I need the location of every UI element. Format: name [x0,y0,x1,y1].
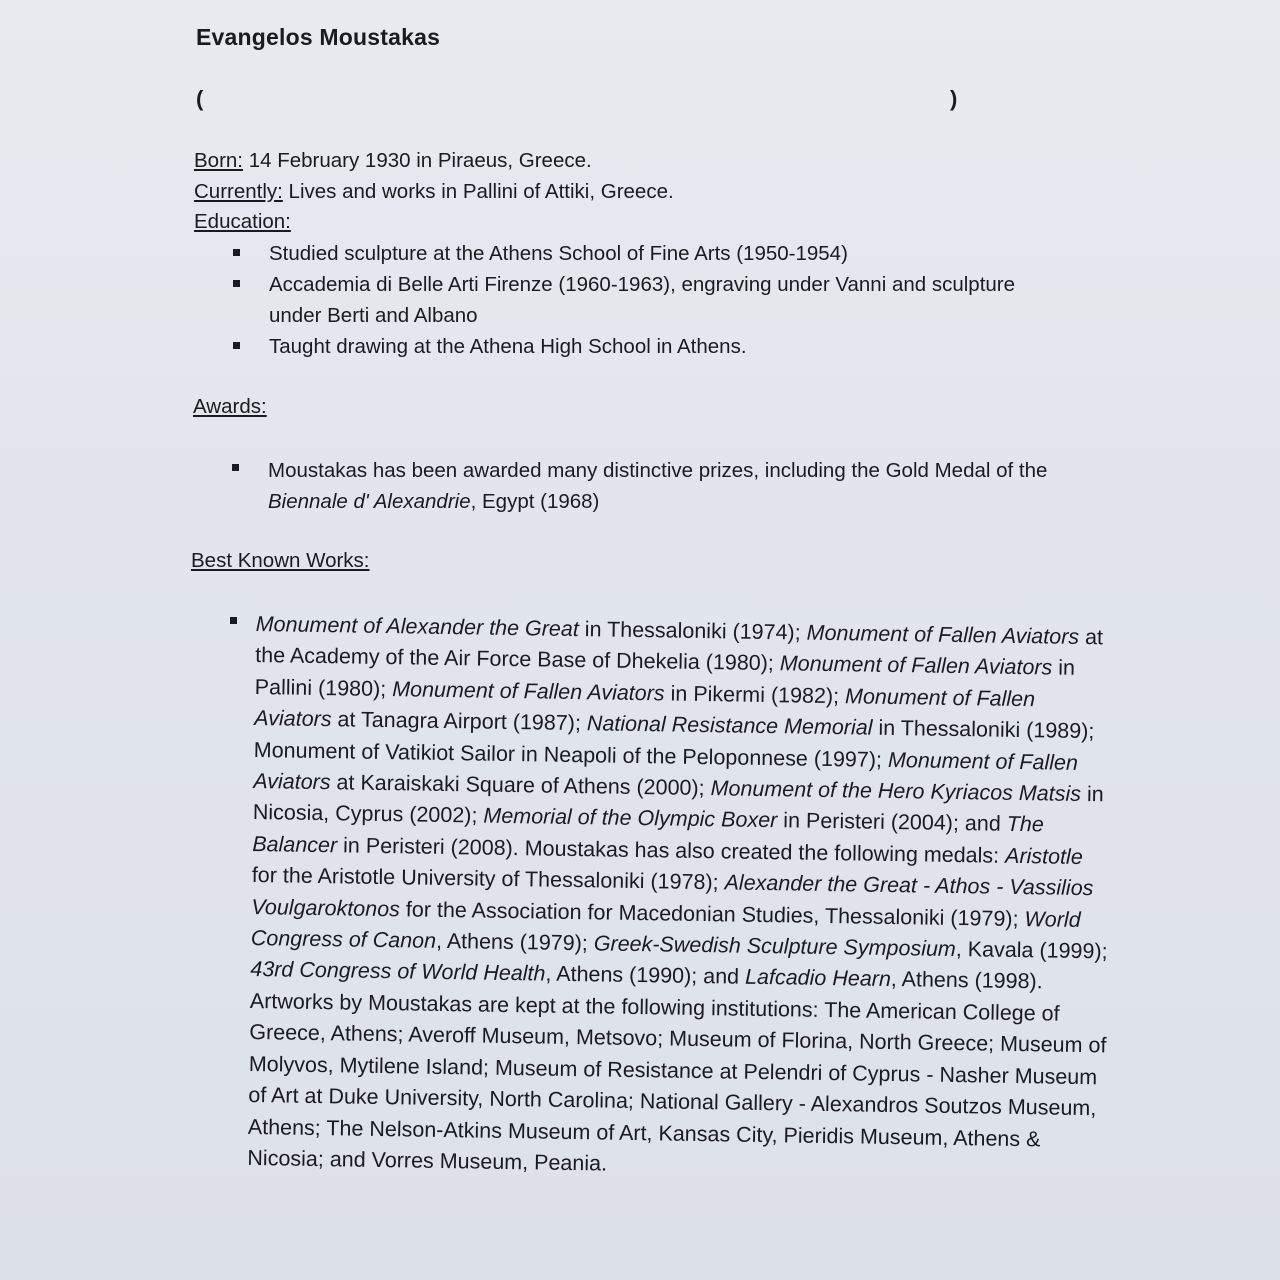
work-title: Monument of the Hero Kyriacos Matsis [710,776,1082,807]
works-text: at the Academy of the Air Force Base of Dhekelia (1980); [255,624,1104,676]
works-text: at Tanagra Airport (1987); [331,707,588,736]
work-title: National Resistance Memorial [586,711,873,740]
works-text: , Kavala (1999); [955,937,1108,964]
work-title: Greek-Swedish Sculpture Symposium [593,931,957,962]
currently-label: Currently: [194,180,283,203]
work-title: Memorial of the Olympic Boxer [483,804,778,833]
currently-text: Lives and works in Pallini of Attiki, Greece. [282,180,674,203]
best-known-works-paragraph [247,609,1116,1188]
works-text: in Peristeri (2008). Moustakas has also created the following medals: [336,833,1006,868]
open-parenthesis: ( [196,86,204,111]
bullet-icon [233,280,240,287]
works-text: for the Association for Macedonian Studies, Thessaloniki (1979); [399,896,1025,931]
bullet-icon [232,464,239,471]
education-item: Accademia di Belle Arti Firenze (1960-1963), engraving under Vanni and sculpture under Berti and Albano [269,273,1016,327]
born-text: 14 February 1930 in Piraeus, Greece. [243,149,592,172]
work-title: Monument of Fallen Aviators [806,620,1080,649]
work-title: Aristotle [1004,843,1083,869]
works-text: , Athens (1998). Artworks by Moustakas are kept at the following institutions: The American College of Greece, Athens; Averoff Museum, Metsovo; Museum of Florina, North Greece; Museum of Molyvos, Mytilene Island; Museum of Resistance at Pelendri of Cyprus - Nasher Museum of Art at Duke University, North Carolina; National Gallery - Alexandros Soutzos Museum, Athens; The Nelson-Atkins Museum of Art, Kansas City, Pieridis Museum, Athens & Nicosia; and Vorres Museum, Peania. [247,967,1107,1176]
works-text: in Pallini (1980); [254,655,1076,701]
education-item: Studied sculpture at the Athens School of Fine Arts (1950-1954) [269,242,848,265]
works-text: in Thessaloniki (1974); [578,617,807,645]
works-text: in Thessaloniki (1989); Monument of Vatikiot Sailor in Neapoli of the Peloponnese (1997); [253,715,1095,772]
works-text: , Athens (1990); and [545,962,746,990]
work-title: Monument of Fallen Aviators [253,747,1079,795]
bullet-icon [230,617,237,624]
work-title: Monument of Fallen Aviators [392,676,665,706]
awards-text-end: , Egypt (1968) [470,490,600,513]
bullet-icon [233,249,240,256]
work-title: Monument of Alexander the Great [255,611,579,642]
works-text: in Peristeri (2004); and [777,808,1007,837]
awards-label: Awards: [193,395,267,418]
awards-biennale: Biennale d' Alexandrie [268,490,471,513]
bullet-icon [233,342,240,349]
work-title: World Congress of Canon [250,906,1081,953]
close-parenthesis: ) [950,86,958,111]
education-item: Taught drawing at the Athena High School in Athens. [269,335,747,358]
work-title: Alexander the Great - Athos - Vassilios Voulgaroktonos [251,870,1094,921]
work-title: Lafcadio Hearn [744,965,892,992]
works-text: , Athens (1979); [435,928,594,956]
work-title: Monument of Fallen Aviators [779,651,1053,680]
works-text: at Karaiskaki Square of Athens (2000); [330,770,711,801]
work-title: 43rd Congress of World Health [250,957,546,987]
currently-line [194,182,674,203]
work-title: Monument of Fallen Aviators [254,684,1036,732]
work-title: The Balancer [252,812,1044,858]
works-text: in Nicosia, Cyprus (2002); [252,782,1104,829]
works-text: in Pikermi (1982); [664,681,846,709]
best-known-works-label: Best Known Works: [191,549,370,572]
born-label: Born: [194,149,243,172]
awards-text: Moustakas has been awarded many distinctive prizes, including the Gold Medal of the [268,459,1048,482]
page-title: Evangelos Moustakas [196,24,441,50]
awards-item [268,455,1103,517]
works-text: for the Aristotle University of Thessaloniki (1978); [251,863,725,895]
born-line [194,151,592,172]
education-label: Education: [194,210,291,233]
